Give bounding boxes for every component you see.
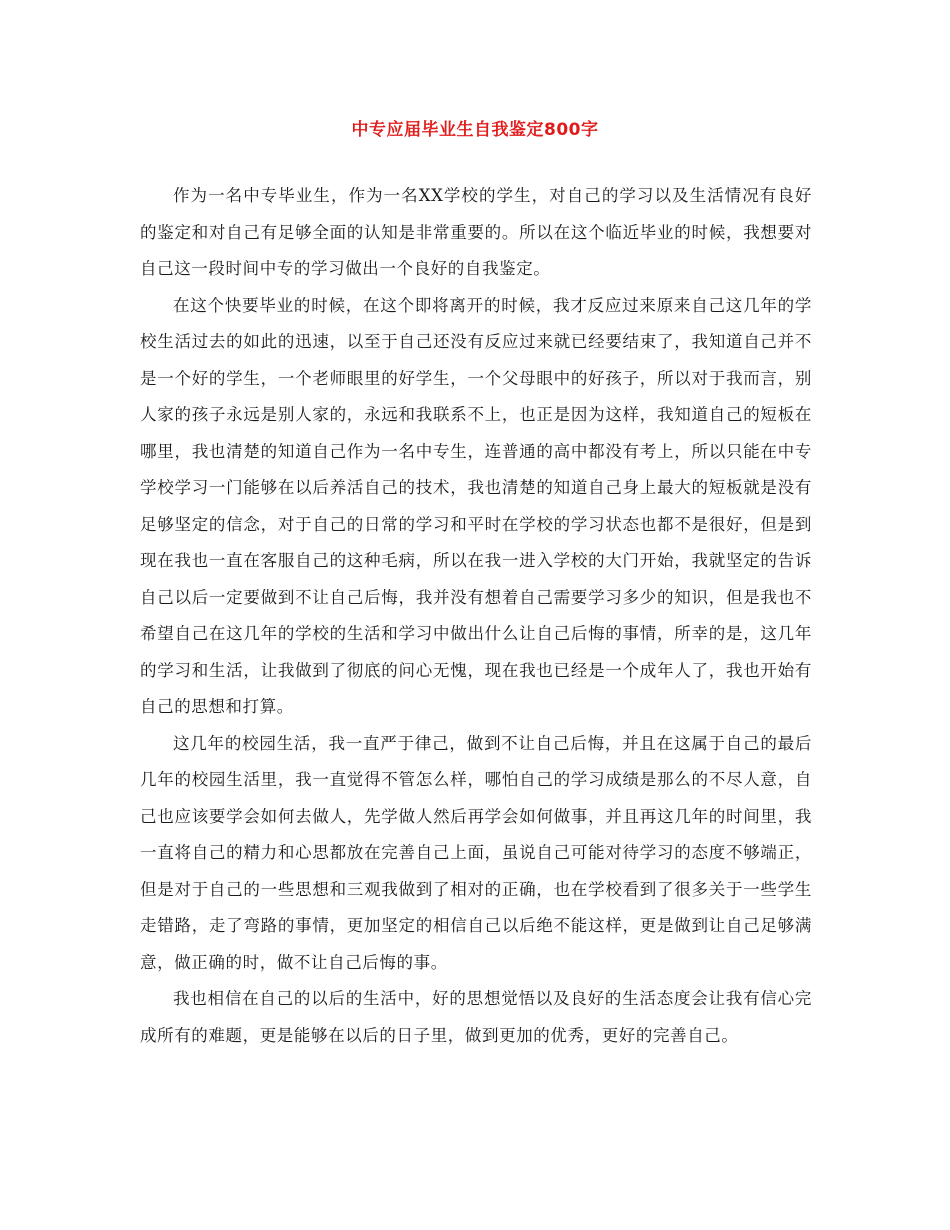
- paragraph-3: 这几年的校园生活，我一直严于律己，做到不让自己后悔，并且在这属于自己的最后几年的校园生活里，我一直觉得不管怎么样，哪怕自己的学习成绩是那么的不尽人意，自己也应该要学会如何去做人，先学做人然后再学会如何做事，并且再这几年的时间里，我一直将自己的精力和心思都放在完善自己上面，虽说自己可能对待学习的态度不够端正，但是对于自己的一些思想和三观我做到了相对的正确，也在学校看到了很多关于一些学生走错路，走了弯路的事情，更加坚定的相信自己以后绝不能这样，更是做到让自己足够满意，做正确的时，做不让自己后悔的事。: [140, 733, 812, 972]
- paragraph-2: 在这个快要毕业的时候，在这个即将离开的时候，我才反应过来原来自己这几年的学校生活过去的如此的迅速，以至于自己还没有反应过来就已经要结束了，我知道自己并不是一个好的学生，一个老师眼里的好学生，一个父母眼中的好孩子，所以对于我而言，别人家的孩子永远是别人家的，永远和我联系不上，也正是因为这样，我知道自己的短板在哪里，我也清楚的知道自己作为一名中专生，连普通的高中都没有考上，所以只能在中专学校学习一门能够在以后养活自己的技术，我也清楚的知道自己身上最大的短板就是没有足够坚定的信念，对于自己的日常的学习和平时在学校的学习状态也都不是很好，但是到现在我也一直在客服自己的这种毛病，所以在我一进入学校的大门开始，我就坚定的告诉自己以后一定要做到不让自己后悔，我并没有想着自己需要学习多少的知识，但是我也不希望自己在这几年的学校的生活和学习中做出什么让自己后悔的事情，所幸的是，这几年的学习和生活，让我做到了彻底的问心无愧，现在我也已经是一个成年人了，我也开始有自己的思想和打算。: [140, 295, 812, 716]
- document-title: 中专应届毕业生自我鉴定800字: [351, 120, 599, 140]
- document-body: [140, 178, 812, 1054]
- paragraph-1: 作为一名中专毕业生，作为一名XX学校的学生，对自己的学习以及生活情况有良好的鉴定和对自己有足够全面的认知是非常重要的。所以在这个临近毕业的时候，我想要对自己这一段时间中专的学习做出一个良好的自我鉴定。: [140, 186, 812, 278]
- paragraph-4: 我也相信在自己的以后的生活中，好的思想觉悟以及良好的生活态度会让我有信心完成所有的难题，更是能够在以后的日子里，做到更加的优秀，更好的完善自己。: [140, 989, 812, 1045]
